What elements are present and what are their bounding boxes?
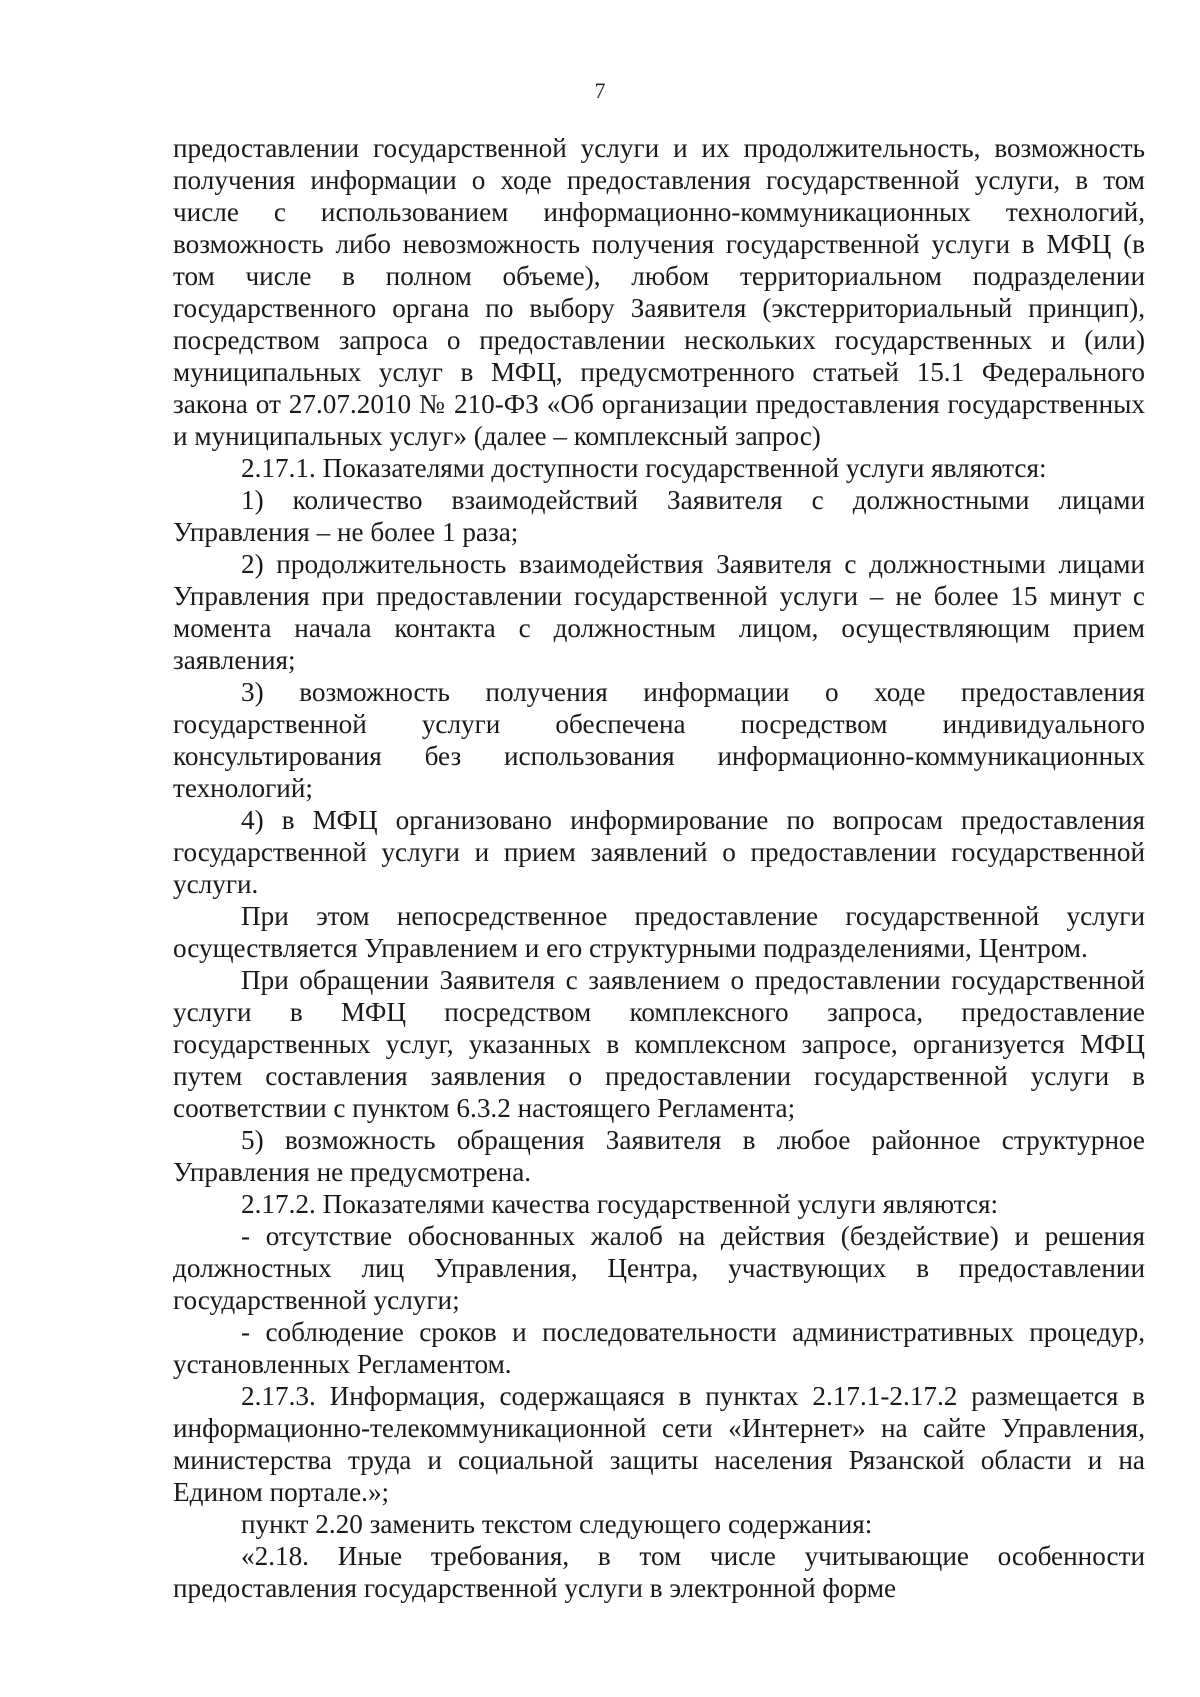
paragraph: 2.17.1. Показателями доступности государственной услуги являются: [241,453,1047,483]
paragraph: 1) количество взаимодействий Заявителя с должностными лицами Управления – не более 1 раза; [173,485,1145,547]
paragraph: «2.18. Иные требования, в том числе учитывающие особенности предоставления государственной услуги в электронной форме [173,1541,1145,1603]
paragraph: - соблюдение сроков и последовательности административных процедур, установленных Регламентом. [173,1317,1145,1379]
page-number: 7 [594,78,606,103]
document-body [173,132,1145,1604]
paragraph: предоставлении государственной услуги и их продолжительность, возможность получения информации о ходе предоставления государственной услуги, в том числе с использованием информационно-коммуникационных технологий, возможность либо невозможность получения государственной услуги в МФЦ (в том числе в полном объеме), любом территориальном подразделении государственного органа по выбору Заявителя (экстерриториальный принцип), посредством запроса о предоставлении нескольких государственных и (или) муниципальных услуг в МФЦ, предусмотренного статьей 15.1 Федерального закона от 27.07.2010 № 210-ФЗ «Об организации предоставления государственных и муниципальных услуг» (далее – комплексный запрос) [173,133,1145,451]
paragraph: 2.17.3. Информация, содержащаяся в пунктах 2.17.1-2.17.2 размещается в информационно-телекоммуникационной сети «Интернет» на сайте Управления, министерства труда и социальной защиты населения Рязанской области и на Едином портале.»; [173,1381,1145,1507]
paragraph: 5) возможность обращения Заявителя в любое районное структурное Управления не предусмотрена. [173,1125,1145,1187]
paragraph: 2.17.2. Показателями качества государственной услуги являются: [241,1189,999,1219]
paragraph: 3) возможность получения информации о ходе предоставления государственной услуги обеспечена посредством индивидуального консультирования без использования информационно-коммуникационных технологий; [173,677,1145,803]
paragraph: пункт 2.20 заменить текстом следующего содержания: [241,1509,873,1539]
paragraph: При обращении Заявителя с заявлением о предоставлении государственной услуги в МФЦ посредством комплексного запроса, предоставление государственных услуг, указанных в комплексном запросе, организуется МФЦ путем составления заявления о предоставлении государственной услуги в соответствии с пунктом 6.3.2 настоящего Регламента; [173,965,1145,1123]
paragraph: 2) продолжительность взаимодействия Заявителя с должностными лицами Управления при предоставлении государственной услуги – не более 15 минут с момента начала контакта с должностным лицом, осуществляющим прием заявления; [173,549,1145,675]
paragraph: 4) в МФЦ организовано информирование по вопросам предоставления государственной услуги и прием заявлений о предоставлении государственной услуги. [173,805,1145,899]
paragraph: При этом непосредственное предоставление государственной услуги осуществляется Управлением и его структурными подразделениями, Центром. [173,901,1145,963]
paragraph: - отсутствие обоснованных жалоб на действия (бездействие) и решения должностных лиц Управления, Центра, участвующих в предоставлении государственной услуги; [173,1221,1145,1315]
